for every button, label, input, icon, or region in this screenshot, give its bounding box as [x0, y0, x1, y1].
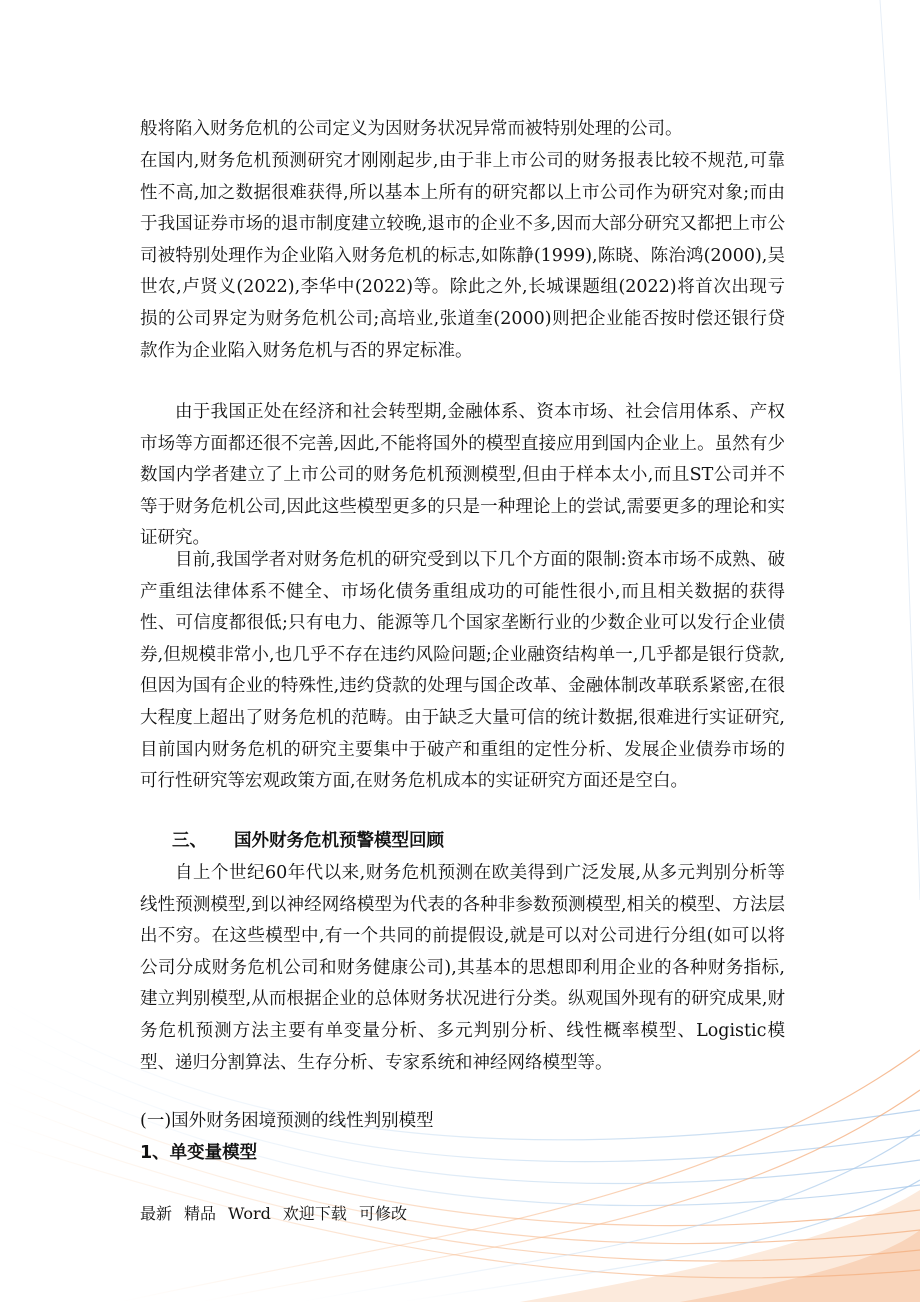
footer-item: 欢迎下载	[282, 1204, 347, 1223]
paragraph-5: 自上个世纪60年代以来,财务危机预测在欧美得到广泛发展,从多元判别分析等线性预测模型,到以神经网络模型为代表的各种非参数预测模型,相关的模型、方法层出不穷。在这些模型中,有一个共同的前提假设,就是可以对公司进行分组(如可以将公司分成财务危机公司和财务健康公司),其基本的思想即利用企业的各种财务指标,建立判别模型,从而根据企业的总体财务状况进行分类。纵观国外现有的研究成果,财务危机预测方法主要有单变量分析、多元判别分析、线性概率模型、Logistic模型、递归分割算法、生存分析、专家系统和神经网络模型等。	[140, 863, 785, 1073]
paragraph-3: 由于我国正处在经济和社会转型期,金融体系、资本市场、社会信用体系、产权市场等方面都还很不完善,因此,不能将国外的模型直接应用到国内企业上。虽然有少数国内学者建立了上市公司的财务危机预测模型,但由于样本太小,而且ST公司并不等于财务危机公司,因此这些模型更多的只是一种理论上的尝试,需要更多的理论和实证研究。	[140, 402, 785, 549]
footer	[140, 1202, 419, 1226]
footer-item: 可修改	[358, 1204, 407, 1223]
subheading: (一)国外财务困境预测的线性判别模型	[140, 1111, 434, 1131]
section-title: 国外财务危机预警模型回顾	[234, 831, 444, 851]
subsubheading: 1、单变量模型	[140, 1143, 258, 1163]
footer-item: 精品	[184, 1204, 217, 1223]
section-heading	[172, 826, 444, 857]
paragraph-2: 在国内,财务危机预测研究才刚刚起步,由于非上市公司的财务报表比较不规范,可靠性不高,加之数据很难获得,所以基本上所有的研究都以上市公司作为研究对象;而由于我国证券市场的退市制度建立较晚,退市的企业不多,因而大部分研究又都把上市公司被特别处理作为企业陷入财务危机的标志,如陈静(1999),陈晓、陈治鸿(2000),吴世农,卢贤义(2022),李华中(2022)等。除此之外,长城课题组(2022)将首次出现亏损的公司界定为财务危机公司;高培业,张道奎(2000)则把企业能否按时偿还银行贷款作为企业陷入财务危机与否的界定标准。	[140, 151, 785, 361]
paragraph-4: 目前,我国学者对财务危机的研究受到以下几个方面的限制:资本市场不成熟、破产重组法律体系不健全、市场化债务重组成功的可能性很小,而且相关数据的获得性、可信度都很低;只有电力、能源等几个国家垄断行业的少数企业可以发行企业债券,但规模非常小,也几乎不存在违约风险问题;企业融资结构单一,几乎都是银行贷款,但因为国有企业的特殊性,违约贷款的处理与国企改革、金融体制改革联系紧密,在很大程度上超出了财务危机的范畴。由于缺乏大量可信的统计数据,很难进行实证研究,目前国内财务危机的研究主要集中于破产和重组的定性分析、发展企业债券市场的可行性研究等宏观政策方面,在财务危机成本的实证研究方面还是空白。	[140, 550, 785, 792]
paragraph-1: 般将陷入财务危机的公司定义为因财务状况异常而被特别处理的公司。	[140, 119, 683, 139]
footer-item: Word	[228, 1204, 271, 1223]
section-number: 三、	[172, 831, 207, 851]
footer-item: 最新	[140, 1204, 173, 1223]
